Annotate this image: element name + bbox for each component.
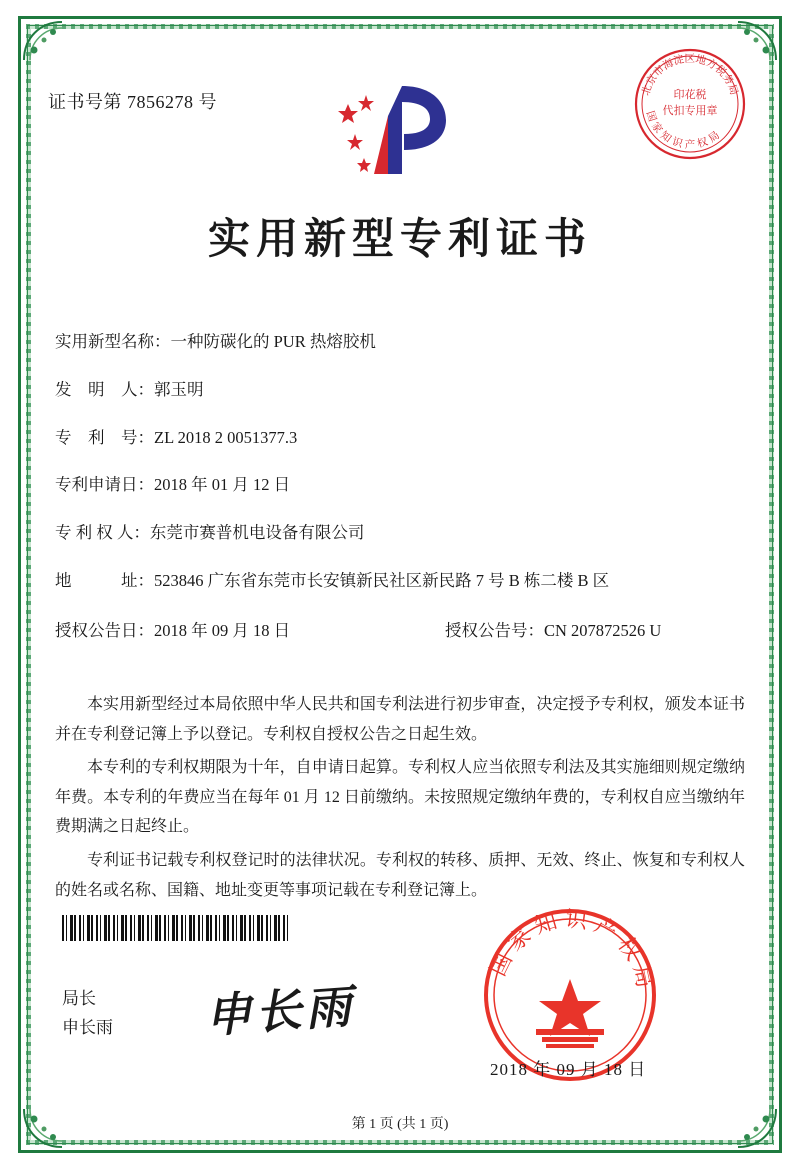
grant-number-label: 授权公告号：: [445, 620, 544, 640]
field-patent-number: [55, 426, 745, 451]
svg-text:国 家 知 识 产 权 局: 国 家 知 识 产 权 局: [643, 109, 722, 152]
paragraph: 本专利的专利权期限为十年，自申请日起算。专利权人应当依照专利法及其实施细则规定缴纳年费。本专利的年费应当在每年 01 月 12 日前缴纳。未按照规定缴纳年费的，专利权自应当缴纳年费期满之日起终止。: [55, 759, 745, 836]
seal-date: 2018 年 09 月 18 日: [490, 1060, 647, 1079]
field-label: 地 址：: [55, 570, 154, 590]
paragraph: 本实用新型经过本局依照中华人民共和国专利法进行初步审查，决定授予专利权，颁发本证书并在专利登记簿上予以登记。专利权自授权公告之日起生效。: [55, 696, 745, 743]
field-label: 发 明 人：: [55, 379, 154, 399]
handwritten-signature: 申长雨: [203, 978, 357, 1044]
field-label: 专 利 权 人：: [55, 523, 150, 542]
grant-number: [445, 617, 745, 641]
body-text: [55, 690, 745, 909]
field-value: 523846 广东省东莞市长安镇新民社区新民路 7 号 B 栋二楼 B 区: [154, 570, 610, 590]
director-role-label: 局长: [62, 989, 96, 1008]
grant-number-value: CN 207872526 U: [544, 620, 662, 640]
field-value: 东莞市赛普机电设备有限公司: [149, 523, 365, 542]
svg-text:北京市海淀区地方税务局: 北京市海淀区地方税务局: [639, 52, 741, 98]
field-patentee: [55, 521, 745, 546]
page-footer: 第 1 页 (共 1 页): [351, 1117, 449, 1132]
svg-text:代扣专用章: 代扣专用章: [662, 104, 718, 117]
page-title: 实用新型专利证书: [207, 214, 592, 263]
director-name-label: 申长雨: [62, 1017, 113, 1037]
field-label: 专 利 号：: [55, 427, 154, 447]
tax-stamp-icon: [632, 46, 748, 162]
svg-text:国家知识产权局: 国家知识产权局: [485, 906, 659, 996]
corner-ornament-icon: [20, 18, 66, 64]
grant-date-value: 2018 年 09 月 18 日: [154, 620, 291, 640]
field-list: [55, 330, 745, 641]
field-application-date: [55, 473, 745, 498]
field-inventor: [55, 378, 745, 403]
field-label: 专利申请日：: [55, 475, 154, 495]
svg-text:印花税: 印花税: [673, 88, 707, 101]
signature-labels: [62, 985, 113, 1043]
field-utility-model-name: [55, 330, 745, 355]
paragraph: 专利证书记载专利权登记时的法律状况。专利权的转移、质押、无效、终止、恢复和专利权人的姓名或名称、国籍、地址变更等事项记载在专利登记簿上。: [55, 851, 745, 899]
barcode: [62, 915, 290, 941]
grant-date: [55, 617, 445, 641]
field-address: [55, 569, 745, 594]
field-label: 实用新型名称：: [55, 332, 171, 351]
grant-date-label: 授权公告日：: [55, 620, 154, 640]
grant-info-row: [55, 617, 745, 641]
field-value: 2018 年 01 月 12 日: [154, 475, 291, 495]
certificate-number: 证书号第 7856278 号: [48, 92, 217, 112]
patent-office-logo-icon: [330, 78, 460, 188]
field-value: 一种防碳化的 PUR 热熔胶机: [170, 332, 376, 351]
field-value: 郭玉明: [154, 379, 204, 399]
field-value: ZL 2018 2 0051377.3: [154, 427, 298, 447]
